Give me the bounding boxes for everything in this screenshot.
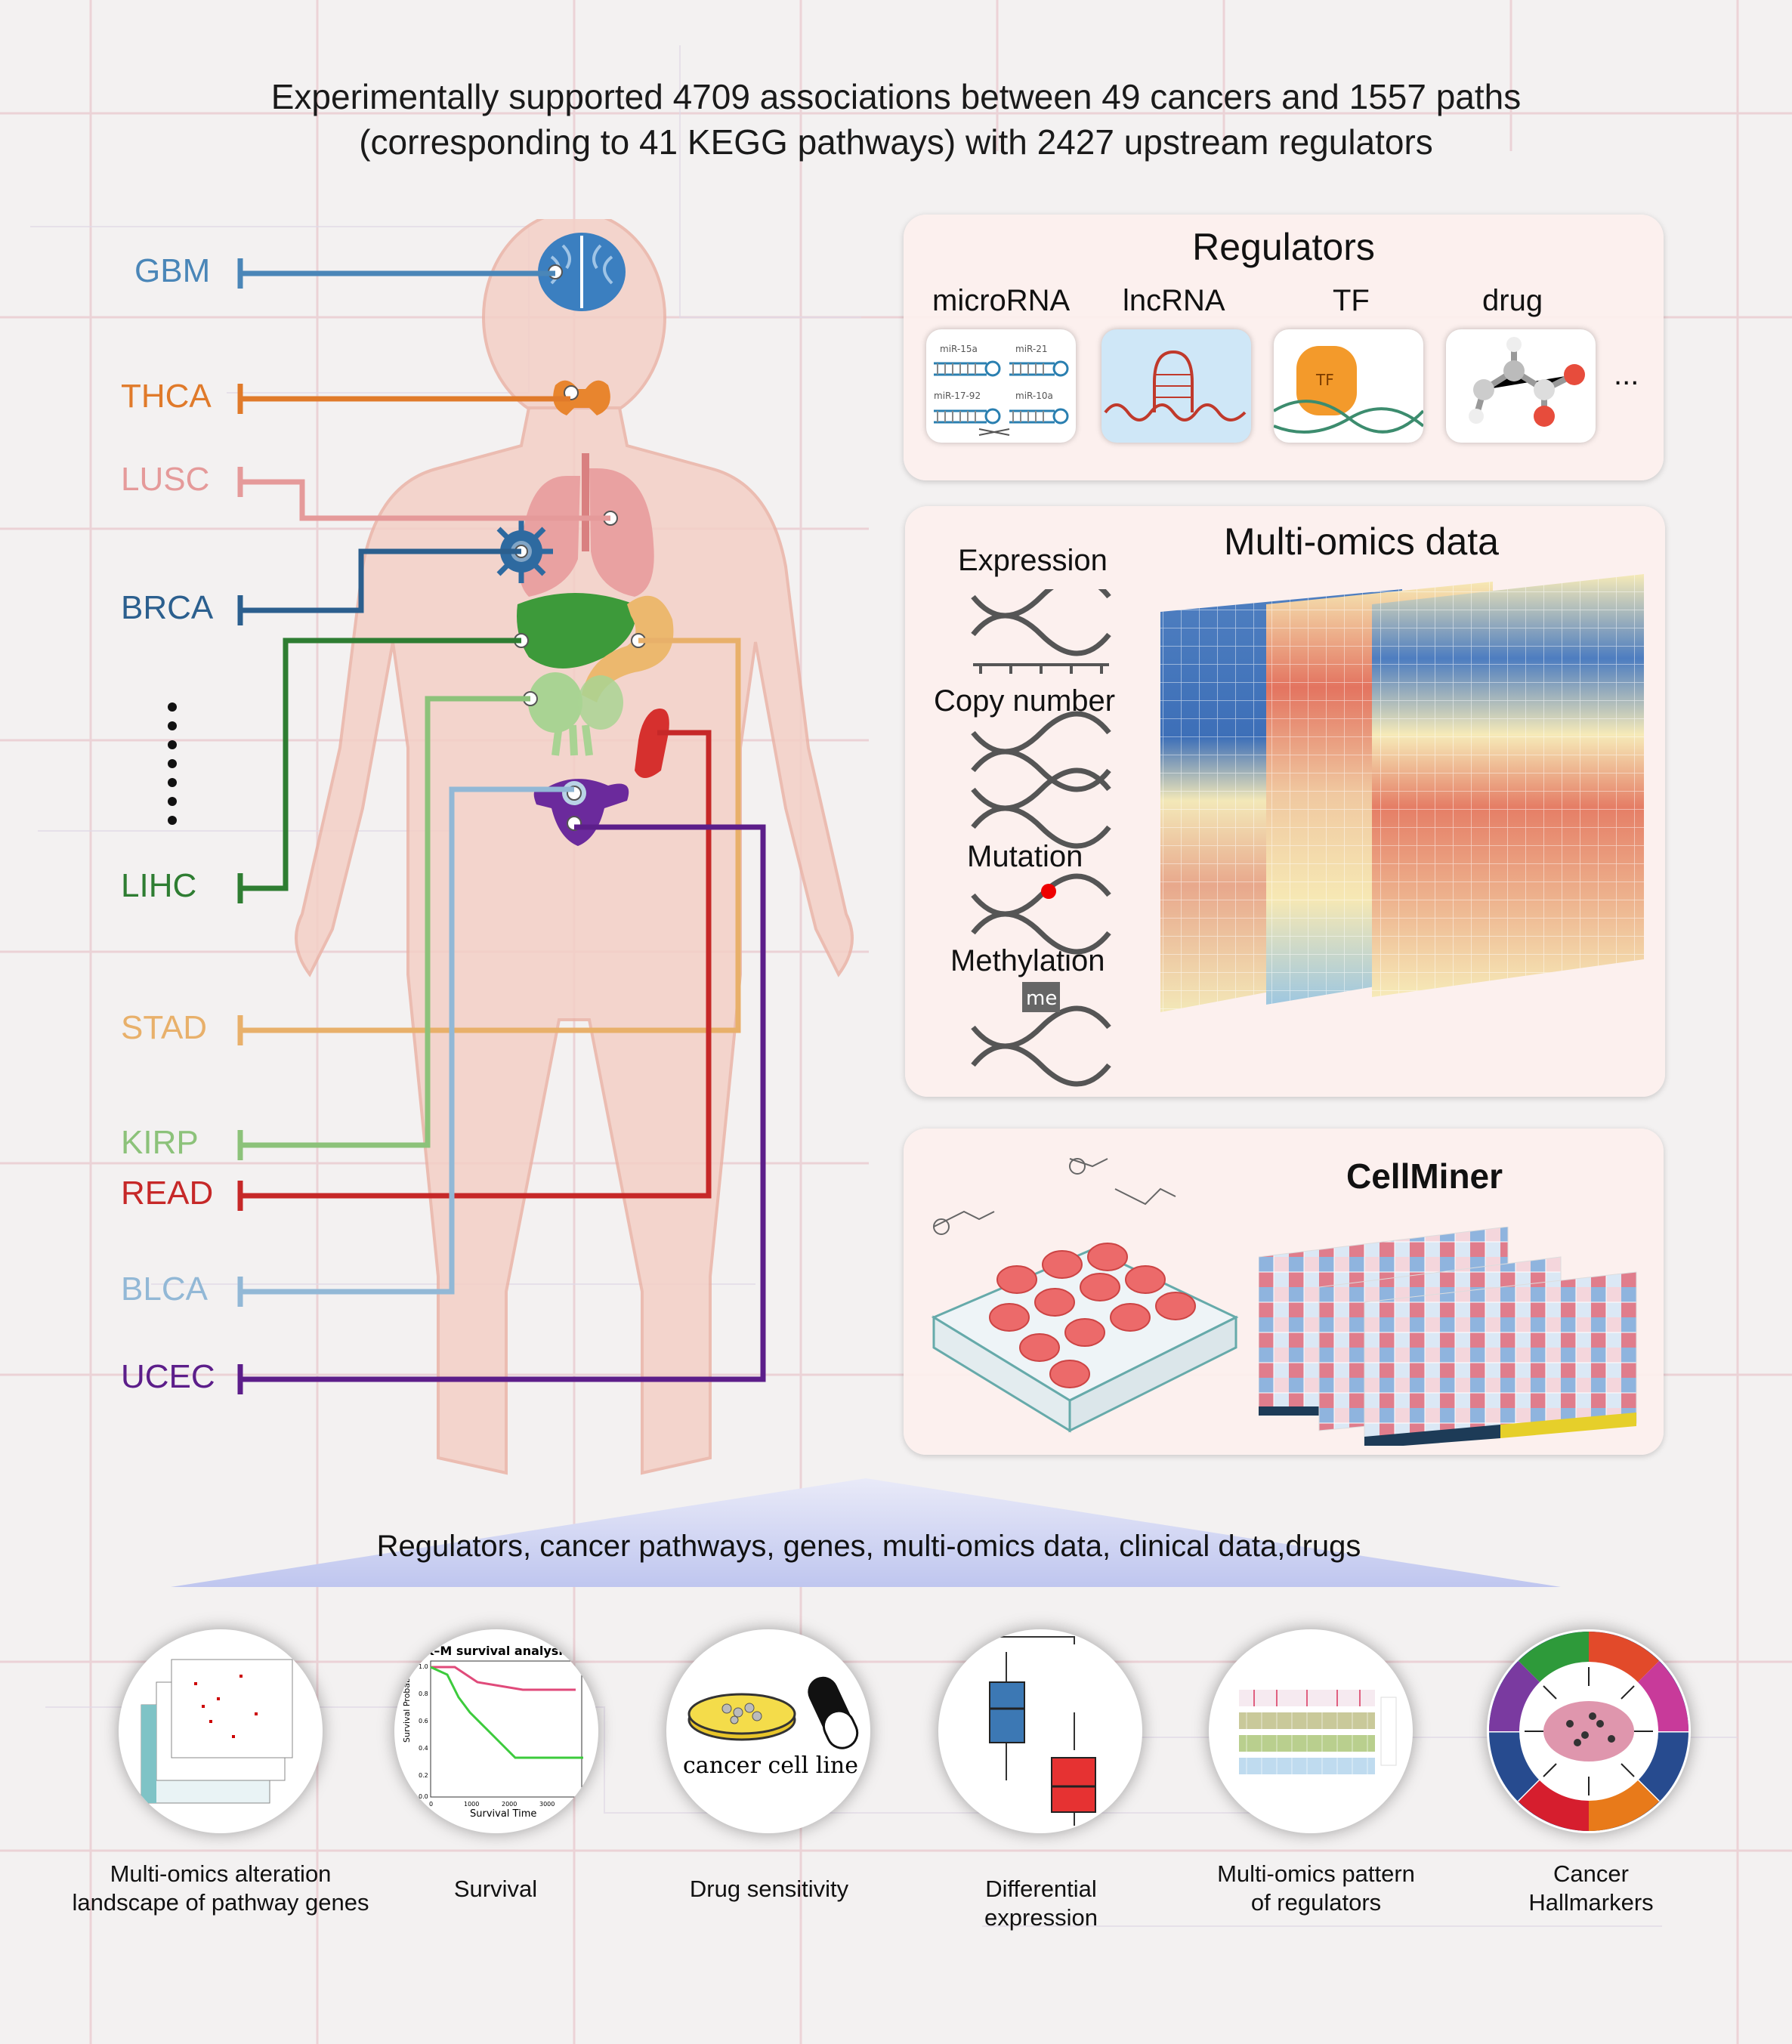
cancer-label-stad: STAD <box>121 1009 208 1046</box>
svg-text:0.6: 0.6 <box>419 1718 428 1724</box>
omics-heatmaps <box>1145 574 1659 1088</box>
caption-differential-expression: Differential expression <box>984 1876 1098 1931</box>
cellminer-title: CellMiner <box>1346 1156 1503 1196</box>
regulator-label-tf: TF <box>1333 284 1370 317</box>
cancer-label-gbm: GBM <box>134 252 211 289</box>
omics-label-copy-number: Copy number <box>934 684 1116 718</box>
cell-plate-image <box>919 1144 1266 1446</box>
caption-survival: Survival <box>453 1876 538 1902</box>
analysis-circle-regulator-pattern[interactable] <box>1209 1629 1413 1833</box>
svg-text:0.0: 0.0 <box>419 1793 428 1800</box>
cancer-label-read: READ <box>121 1175 214 1212</box>
svg-text:miR-17-92: miR-17-92 <box>934 391 981 401</box>
drug-molecule-image <box>1446 329 1596 443</box>
regulator-label-drug: drug <box>1482 284 1543 317</box>
svg-text:miR-21: miR-21 <box>1015 344 1048 354</box>
svg-text:0.2: 0.2 <box>419 1772 428 1779</box>
analysis-circle-alteration[interactable] <box>119 1629 323 1833</box>
regulators-panel <box>904 215 1664 480</box>
lncrna-image <box>1101 329 1251 443</box>
regulators-title: Regulators <box>1192 226 1375 268</box>
svg-text:2000: 2000 <box>502 1801 518 1808</box>
dna-icons <box>966 589 1117 1088</box>
caption-drug-sensitivity: Drug sensitivity <box>689 1876 849 1902</box>
omics-label-mutation: Mutation <box>967 840 1083 873</box>
summary-band-text: Regulators, cancer pathways, genes, multi-omics data, clinical data,drugs <box>376 1530 1361 1563</box>
svg-text:0.4: 0.4 <box>419 1745 428 1752</box>
analysis-circle-survival[interactable] <box>394 1629 598 1833</box>
svg-text:3000: 3000 <box>539 1801 555 1808</box>
cancer-label-ucec: UCEC <box>121 1358 215 1395</box>
cancer-label-kirp: KIRP <box>121 1124 199 1161</box>
cancer-label-blca: BLCA <box>121 1271 208 1308</box>
caption-hallmarks: Cancer Hallmarkers <box>1528 1860 1654 1916</box>
svg-text:miR-10a: miR-10a <box>1015 391 1053 401</box>
svg-text:1000: 1000 <box>464 1801 480 1808</box>
ellipsis-dots <box>168 702 178 835</box>
methylation-me-label: me <box>1026 987 1058 1010</box>
km-plot-title: K–M survival analysis <box>425 1644 570 1658</box>
svg-text:0.8: 0.8 <box>419 1690 428 1697</box>
drug-plot-label: cancer cell line <box>683 1752 858 1779</box>
title-line-2: (corresponding to 41 KEGG pathways) with 2427 upstream regulators <box>359 122 1433 162</box>
cancer-label-thca: THCA <box>121 378 212 415</box>
km-xlabel: Survival Time <box>470 1808 537 1820</box>
multiomics-title: Multi-omics data <box>1224 520 1499 563</box>
svg-text:4000: 4000 <box>570 1801 585 1808</box>
cellminer-panel <box>904 1129 1664 1455</box>
more-regulators: ... <box>1614 358 1639 391</box>
svg-text:1.0: 1.0 <box>419 1663 428 1670</box>
caption-regulator-pattern: Multi-omics pattern of regulators <box>1217 1860 1415 1916</box>
title-line-1: Experimentally supported 4709 associations between 49 cancers and 1557 paths <box>270 77 1522 116</box>
cancer-label-lihc: LIHC <box>121 867 197 904</box>
svg-text:miR-15a: miR-15a <box>940 344 978 354</box>
caption-alteration: Multi-omics alteration landscape of pathway genes <box>72 1860 369 1916</box>
analysis-circle-hallmarks[interactable] <box>1487 1629 1691 1833</box>
analysis-circle-drug[interactable] <box>666 1629 870 1833</box>
km-ylabel: Survival Probability <box>402 1663 412 1743</box>
regulator-label-lncrna: lncRNA <box>1123 284 1225 317</box>
microrna-image <box>926 329 1076 443</box>
cancer-label-lusc: LUSC <box>121 461 210 498</box>
cellminer-heatmaps <box>1259 1227 1651 1446</box>
omics-label-expression: Expression <box>958 544 1108 577</box>
svg-text:0: 0 <box>429 1801 434 1808</box>
analysis-circle-differential[interactable] <box>938 1629 1142 1833</box>
multiomics-panel <box>905 506 1665 1097</box>
regulator-label-microrna: microRNA <box>932 284 1071 317</box>
tf-image <box>1274 329 1423 443</box>
omics-label-methylation: Methylation <box>950 944 1105 977</box>
cancer-label-brca: BRCA <box>121 589 214 626</box>
svg-text:TF: TF <box>1316 371 1334 389</box>
